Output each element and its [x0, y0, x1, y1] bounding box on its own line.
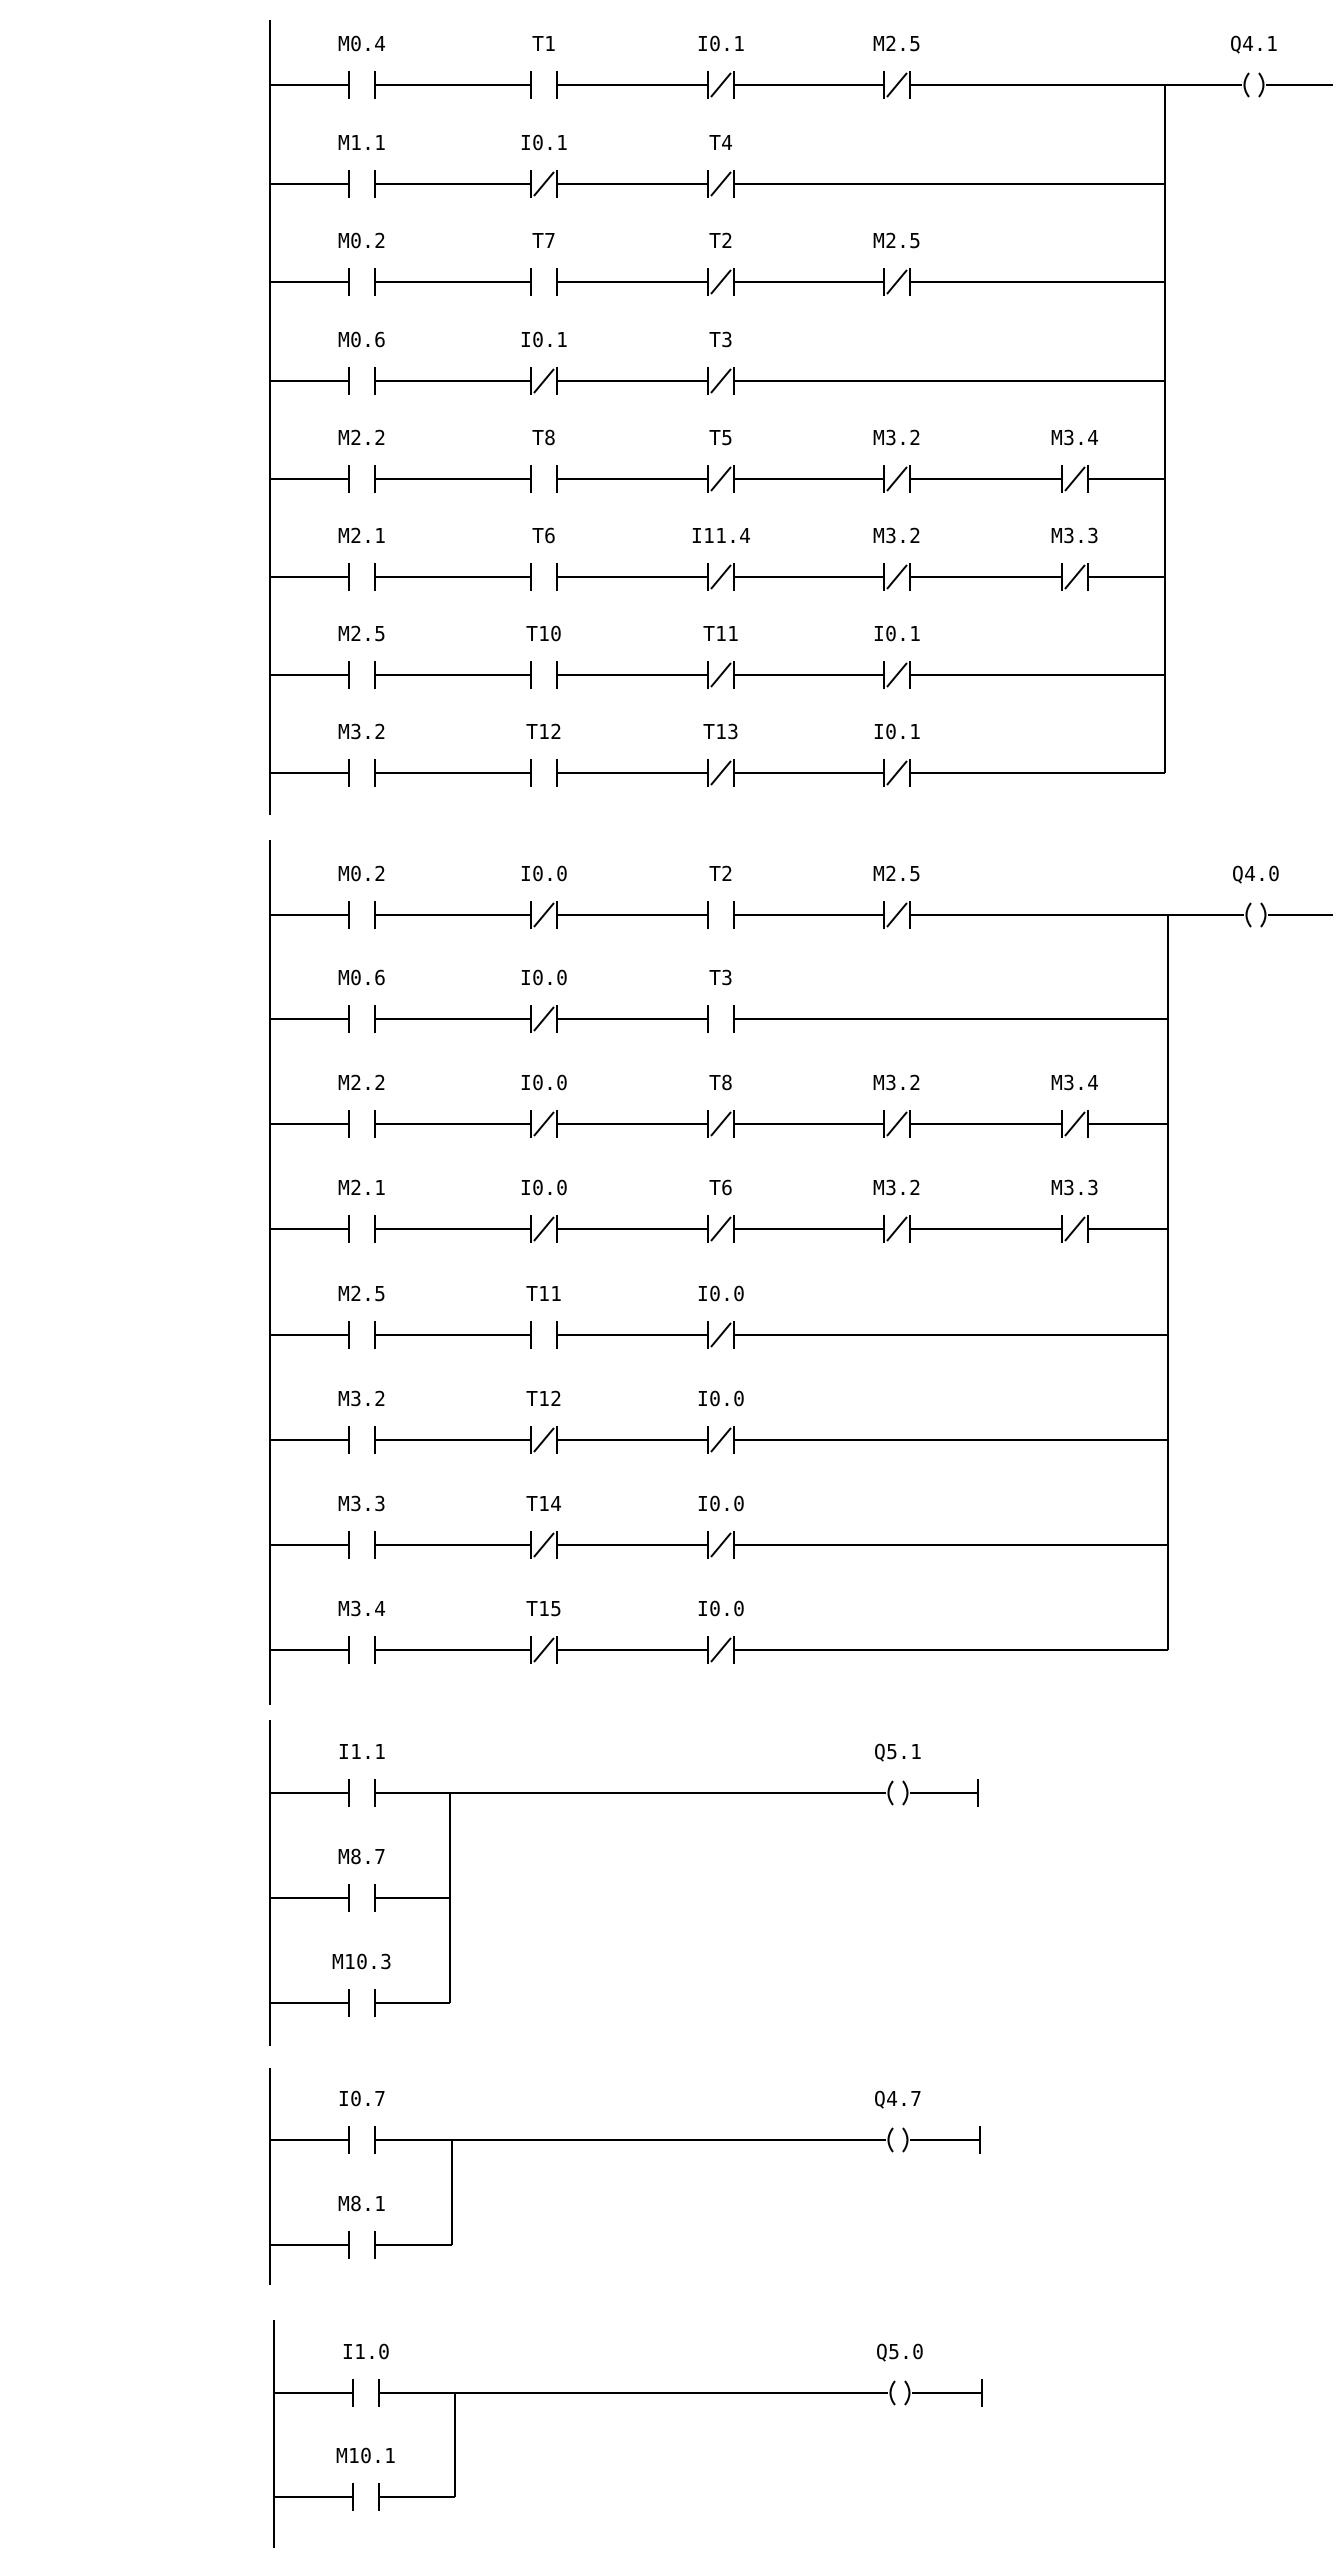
contact-slash	[711, 565, 731, 589]
contact-slash	[887, 270, 907, 294]
contact-address-label: I0.1	[519, 131, 569, 155]
no-contact	[270, 862, 386, 929]
contact-address-label: M0.6	[337, 966, 387, 990]
coil-left-arc	[889, 1781, 894, 1805]
no-contact	[375, 1282, 562, 1349]
contact-address-label: I0.1	[696, 32, 746, 56]
contact-address-label: M10.3	[331, 1950, 393, 1974]
nc-contact	[910, 1071, 1099, 1138]
contact-address-label: M3.2	[872, 1071, 922, 1095]
nc-contact	[734, 1176, 921, 1243]
no-contact	[270, 1950, 392, 2017]
contact-slash	[887, 761, 907, 785]
network-3	[270, 1720, 978, 2046]
no-contact	[375, 32, 557, 99]
contact-slash	[887, 467, 907, 491]
contact-slash	[1065, 1217, 1085, 1241]
contact-address-label: I0.1	[872, 720, 922, 744]
contact-address-label: T8	[531, 426, 557, 450]
no-contact	[375, 229, 557, 296]
contact-slash	[711, 1638, 731, 1662]
coil-right-arc	[1261, 903, 1266, 927]
contact-slash	[534, 903, 554, 927]
output-coil	[455, 2340, 982, 2407]
no-contact	[375, 622, 562, 689]
contact-slash	[711, 369, 731, 393]
no-contact	[270, 966, 386, 1033]
contact-slash	[887, 565, 907, 589]
contact-slash	[534, 1112, 554, 1136]
contact-address-label: I0.1	[872, 622, 922, 646]
no-contact	[270, 32, 386, 99]
contact-address-label: T12	[525, 1387, 563, 1411]
contact-address-label: I0.0	[696, 1387, 746, 1411]
contact-address-label: M3.3	[1050, 1176, 1100, 1200]
no-contact	[270, 1597, 386, 1664]
no-contact	[270, 1845, 386, 1912]
output-coil	[452, 2087, 980, 2154]
contact-address-label: M2.5	[872, 32, 922, 56]
nc-contact	[734, 622, 921, 689]
contact-slash	[711, 270, 731, 294]
contact-address-label: I0.0	[519, 1071, 569, 1095]
contact-address-label: T13	[702, 720, 740, 744]
contact-address-label: M1.1	[337, 131, 387, 155]
output-coil	[1168, 862, 1333, 927]
contact-address-label: T2	[708, 862, 734, 886]
contact-address-label: T12	[525, 720, 563, 744]
contact-slash	[711, 1112, 731, 1136]
nc-contact	[557, 1071, 734, 1138]
no-contact	[270, 229, 386, 296]
contact-address-label: M2.5	[872, 862, 922, 886]
nc-contact	[375, 1176, 568, 1243]
contact-slash	[711, 1533, 731, 1557]
contact-address-label: M2.1	[337, 1176, 387, 1200]
contact-slash	[887, 73, 907, 97]
nc-contact	[375, 131, 568, 198]
contact-address-label: M2.5	[337, 622, 387, 646]
contact-address-label: M2.1	[337, 524, 387, 548]
contact-address-label: I0.0	[519, 966, 569, 990]
nc-contact	[734, 862, 921, 929]
contact-address-label: M3.2	[872, 524, 922, 548]
contact-slash	[711, 1323, 731, 1347]
contact-slash	[711, 467, 731, 491]
nc-contact	[557, 426, 734, 493]
contact-slash	[711, 1217, 731, 1241]
contact-slash	[534, 369, 554, 393]
nc-contact	[557, 1597, 745, 1664]
contact-address-label: M2.2	[337, 1071, 387, 1095]
contact-address-label: T6	[531, 524, 557, 548]
contact-address-label: M8.1	[337, 2192, 387, 2216]
contact-address-label: M8.7	[337, 1845, 387, 1869]
contact-address-label: T11	[525, 1282, 563, 1306]
nc-contact	[375, 862, 568, 929]
contact-address-label: I11.4	[690, 524, 752, 548]
contact-address-label: T3	[708, 966, 734, 990]
coil-left-arc	[889, 2128, 894, 2152]
contact-slash	[711, 663, 731, 687]
nc-contact	[375, 1492, 562, 1559]
contact-address-label: T8	[708, 1071, 734, 1095]
contact-address-label: T10	[525, 622, 563, 646]
contact-address-label: I1.1	[337, 1740, 387, 1764]
contact-address-label: M0.2	[337, 229, 387, 253]
contact-slash	[887, 1217, 907, 1241]
contact-slash	[887, 1112, 907, 1136]
nc-contact	[734, 524, 921, 591]
contact-slash	[534, 172, 554, 196]
no-contact	[270, 1071, 386, 1138]
contact-address-label: I0.1	[519, 328, 569, 352]
nc-contact	[734, 1071, 921, 1138]
contact-slash	[711, 172, 731, 196]
nc-contact	[557, 328, 734, 395]
coil-left-arc	[891, 2381, 896, 2405]
contact-address-label: T3	[708, 328, 734, 352]
nc-contact	[375, 328, 568, 395]
contact-slash	[1065, 565, 1085, 589]
output-coil	[450, 1740, 978, 1807]
coil-right-arc	[905, 2381, 910, 2405]
coil-address-label: Q5.1	[873, 1740, 923, 1764]
contact-address-label: M2.5	[872, 229, 922, 253]
no-contact	[270, 2192, 386, 2259]
no-contact	[270, 720, 386, 787]
no-contact	[557, 862, 734, 929]
no-contact	[270, 1492, 386, 1559]
no-contact	[274, 2444, 396, 2511]
nc-contact	[734, 32, 921, 99]
contact-address-label: I0.0	[696, 1492, 746, 1516]
contact-slash	[534, 1638, 554, 1662]
no-contact	[270, 622, 386, 689]
nc-contact	[557, 720, 739, 787]
contact-address-label: M3.2	[337, 1387, 387, 1411]
no-contact	[270, 426, 386, 493]
output-coil	[1165, 32, 1333, 97]
contact-address-label: M3.4	[1050, 1071, 1100, 1095]
nc-contact	[910, 426, 1099, 493]
contact-address-label: T7	[531, 229, 557, 253]
contact-slash	[534, 1428, 554, 1452]
no-contact	[375, 426, 557, 493]
contact-address-label: T5	[708, 426, 734, 450]
contact-address-label: T1	[531, 32, 557, 56]
nc-contact	[557, 1492, 745, 1559]
contact-address-label: I0.0	[696, 1282, 746, 1306]
contact-address-label: I1.0	[341, 2340, 391, 2364]
coil-right-arc	[1259, 73, 1264, 97]
no-contact	[270, 1740, 386, 1807]
no-contact	[270, 1282, 386, 1349]
contact-address-label: M10.1	[335, 2444, 397, 2468]
network-5	[274, 2320, 982, 2548]
contact-address-label: M3.2	[872, 1176, 922, 1200]
coil-address-label: Q4.1	[1229, 32, 1279, 56]
nc-contact	[734, 426, 921, 493]
contact-slash	[887, 663, 907, 687]
nc-contact	[734, 720, 921, 787]
nc-contact	[910, 1176, 1099, 1243]
contact-address-label: M2.2	[337, 426, 387, 450]
coil-right-arc	[903, 1781, 908, 1805]
coil-address-label: Q5.0	[875, 2340, 925, 2364]
contact-slash	[711, 1428, 731, 1452]
contact-address-label: M3.4	[337, 1597, 387, 1621]
no-contact	[375, 720, 562, 787]
nc-contact	[557, 229, 734, 296]
nc-contact	[375, 1387, 562, 1454]
contact-slash	[711, 761, 731, 785]
contact-address-label: M3.3	[1050, 524, 1100, 548]
nc-contact	[910, 524, 1099, 591]
contact-address-label: M3.2	[337, 720, 387, 744]
coil-address-label: Q4.7	[873, 2087, 923, 2111]
nc-contact	[375, 966, 568, 1033]
contact-slash	[534, 1007, 554, 1031]
nc-contact	[557, 1387, 745, 1454]
contact-address-label: T11	[702, 622, 740, 646]
nc-contact	[734, 229, 921, 296]
no-contact	[270, 1387, 386, 1454]
contact-address-label: M0.6	[337, 328, 387, 352]
contact-address-label: T6	[708, 1176, 734, 1200]
contact-slash	[711, 73, 731, 97]
contact-address-label: T2	[708, 229, 734, 253]
nc-contact	[557, 524, 751, 591]
network-1	[270, 20, 1333, 815]
contact-slash	[887, 903, 907, 927]
nc-contact	[557, 622, 739, 689]
contact-slash	[1065, 1112, 1085, 1136]
contact-address-label: M2.5	[337, 1282, 387, 1306]
nc-contact	[557, 131, 734, 198]
contact-address-label: T15	[525, 1597, 563, 1621]
contact-address-label: M3.4	[1050, 426, 1100, 450]
nc-contact	[375, 1597, 562, 1664]
contact-slash	[534, 1217, 554, 1241]
nc-contact	[557, 1176, 734, 1243]
no-contact	[270, 2087, 386, 2154]
nc-contact	[557, 32, 745, 99]
nc-contact	[557, 1282, 745, 1349]
coil-left-arc	[1247, 903, 1252, 927]
no-contact	[274, 2340, 390, 2407]
contact-address-label: M0.2	[337, 862, 387, 886]
contact-address-label: T14	[525, 1492, 563, 1516]
no-contact	[375, 524, 557, 591]
coil-right-arc	[903, 2128, 908, 2152]
contact-address-label: M3.3	[337, 1492, 387, 1516]
contact-address-label: I0.0	[519, 862, 569, 886]
contact-address-label: I0.0	[696, 1597, 746, 1621]
no-contact	[557, 966, 734, 1033]
contact-slash	[1065, 467, 1085, 491]
contact-slash	[534, 1533, 554, 1557]
network-2	[270, 840, 1333, 1705]
contact-address-label: I0.0	[519, 1176, 569, 1200]
contact-address-label: M0.4	[337, 32, 387, 56]
coil-address-label: Q4.0	[1231, 862, 1281, 886]
nc-contact	[375, 1071, 568, 1138]
no-contact	[270, 328, 386, 395]
network-4	[270, 2068, 980, 2285]
no-contact	[270, 524, 386, 591]
contact-address-label: M3.2	[872, 426, 922, 450]
contact-address-label: T4	[708, 131, 734, 155]
no-contact	[270, 131, 386, 198]
no-contact	[270, 1176, 386, 1243]
contact-address-label: I0.7	[337, 2087, 387, 2111]
coil-left-arc	[1245, 73, 1250, 97]
